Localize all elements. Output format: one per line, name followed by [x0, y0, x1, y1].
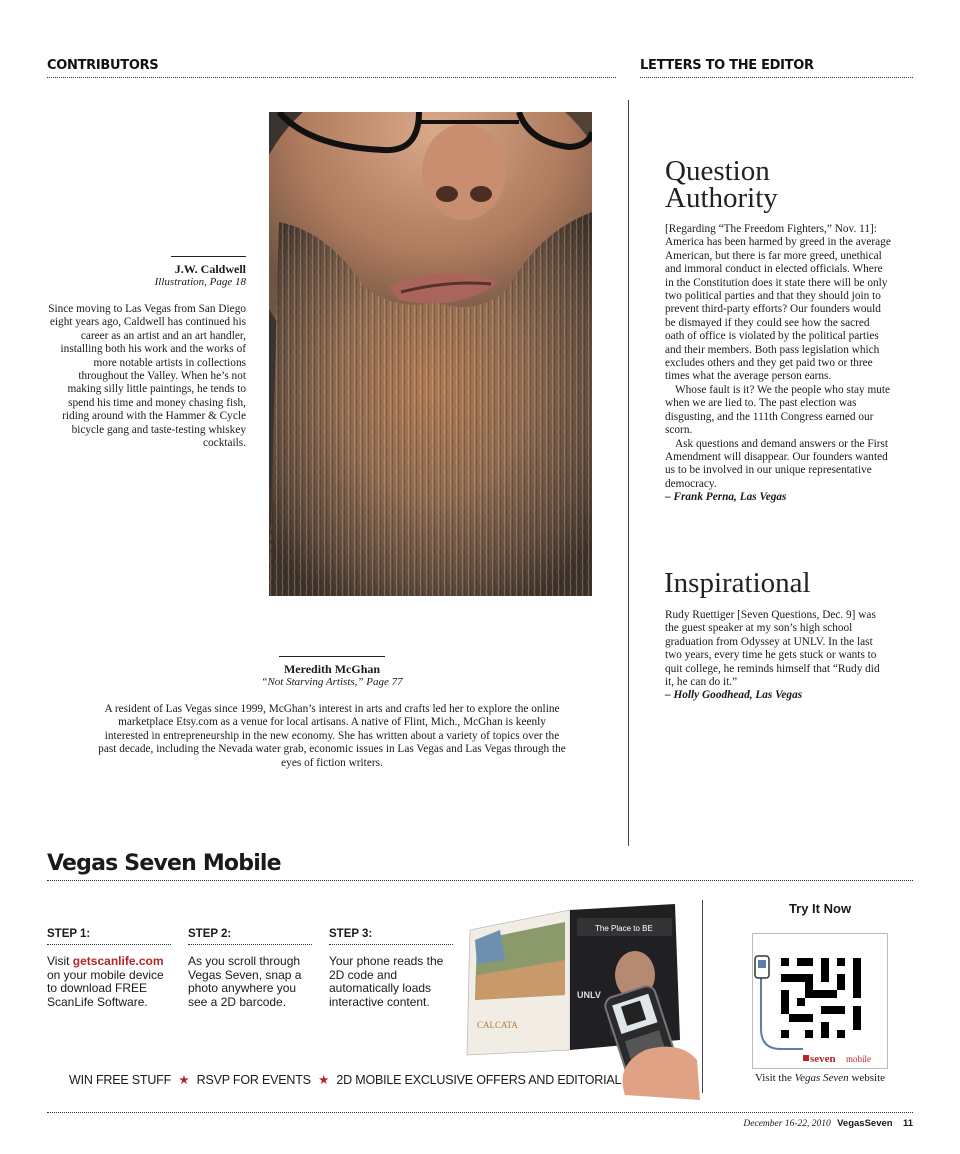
- step-2-label: STEP 2:: [188, 928, 232, 940]
- contributor-portrait-photo: [269, 112, 592, 596]
- contributors-rule: [47, 77, 616, 78]
- try-it-caption: [740, 1072, 900, 1084]
- letters-heading: LETTERS TO THE EDITOR: [640, 58, 814, 73]
- caldwell-name: J.W. Caldwell: [174, 262, 246, 276]
- magazine-image: [465, 900, 700, 1100]
- step-1-label: STEP 1:: [47, 928, 91, 940]
- letter1-body: [665, 223, 891, 505]
- star-icon: ★: [178, 1073, 190, 1087]
- column-divider: [628, 100, 629, 846]
- footer-date: December 16-22, 2010: [743, 1119, 831, 1129]
- contributors-heading: CONTRIBUTORS: [47, 58, 159, 73]
- letter1-title-line2: Authority: [665, 182, 778, 214]
- letter1-title: [665, 155, 778, 214]
- promo-item-win: WIN FREE STUFF: [69, 1073, 172, 1087]
- step-1-text-before: Visit: [47, 954, 73, 968]
- step-2-rule: [188, 944, 312, 945]
- magazine-phone-illustration: [465, 900, 700, 1100]
- caldwell-rule: [171, 256, 246, 257]
- mobile-section-title: Vegas Seven Mobile: [47, 851, 281, 876]
- qr-code-icon: [753, 934, 887, 1068]
- letter2-signature: – Holly Goodhead, Las Vegas: [665, 689, 803, 702]
- promo-item-offers: 2D MOBILE EXCLUSIVE OFFERS AND EDITORIAL: [336, 1073, 622, 1087]
- mcghan-credit: “Not Starving Artists,” Page 77: [261, 676, 403, 688]
- step-1-text: [47, 955, 171, 1009]
- qr-brand: seven: [810, 1053, 836, 1065]
- letter1-paragraph: Ask questions and demand answers or the First Amendment will disappear. Our founders wanted us to be involved in our unique representative democracy.: [665, 437, 889, 490]
- caldwell-credit: Illustration, Page 18: [154, 276, 246, 288]
- step-1: [47, 928, 171, 1009]
- try-it-caption-after: website: [848, 1072, 886, 1084]
- try-it-divider: [702, 900, 703, 1093]
- mcghan-rule: [279, 656, 385, 657]
- qr-code-box[interactable]: [752, 933, 888, 1069]
- step-3-text: Your phone reads the 2D code and automatically loads interactive content.: [329, 954, 444, 1009]
- try-it-caption-before: Visit the: [754, 1072, 795, 1084]
- letters-rule: [640, 77, 913, 78]
- letter1-paragraph: Whose fault is it? We the people who stay mute when we are lied to. The past election was disgusting, and the 111th Congress earned our scorn.: [665, 383, 891, 437]
- footer-rule: [47, 1112, 913, 1113]
- letter2-body: [665, 609, 891, 703]
- page-footer: [743, 1118, 913, 1129]
- caldwell-bio: Since moving to Las Vegas from San Diego eight years ago, Caldwell has continued his career as an artist and an art handler, installing both his work and the works of more notable artists in collections throughout the Valley. When he’s not making silly little paintings, he tends to spend his time and money chasing fish, riding around with the Hammer & Cycle bicycle gang and taste-testing whiskey cocktails.: [48, 303, 246, 450]
- letter1-title-line1: Question: [665, 155, 770, 187]
- step-3-rule: [329, 944, 453, 945]
- page-number: 11: [902, 1118, 913, 1129]
- step-3-label: STEP 3:: [329, 928, 373, 940]
- step-3: [329, 928, 453, 1009]
- step-1-rule: [47, 944, 171, 945]
- footer-brand: VegasSeven: [837, 1118, 893, 1129]
- magazine-ad-text: CALCATA: [477, 1020, 518, 1030]
- mcghan-bio: A resident of Las Vegas since 1999, McGhan’s interest in arts and crafts led her to explore the online marketplace Etsy.com as a venue for local artisans. A native of Flint, Mich., McGhan is keenly interested in entrepreneurship in the new economy. She has written about a variety of topics over the past decade, including the Nevada water grab, economic issues in Las Vegas and Las Vegas through the eyes of fiction writers.: [98, 703, 566, 769]
- promo-item-rsvp: RSVP FOR EVENTS: [196, 1073, 311, 1087]
- bearded-face-photo: [269, 112, 592, 596]
- letter1-paragraph: [Regarding “The Freedom Fighters,” Nov. 11]: America has been harmed by greed in the average American, but there is far more greed, unethical and immoral conduct in elected officials. Where in the Constitution does it state there will be only two political parties and that they should join to prevent third-party efforts? Our founders would be dismayed if they could see how the sacred oath of office is violated by the political parties and their members. Both pass legislation which excludes others and they get paid two or three times what the average person earns.: [665, 223, 891, 383]
- step-2: [188, 928, 312, 1009]
- magazine-headline: The Place to BE: [595, 924, 653, 933]
- star-icon: ★: [318, 1073, 330, 1087]
- promo-strip: [69, 1072, 621, 1087]
- mobile-section-rule: [47, 880, 913, 881]
- try-it-caption-italic[interactable]: Vegas Seven: [794, 1072, 849, 1084]
- try-it-title: Try It Now: [788, 901, 852, 916]
- mcghan-name: Meredith McGhan: [283, 662, 381, 676]
- step-1-text-after: on your mobile device to download FREE ScanLife Software.: [47, 967, 164, 1009]
- letter2-paragraph: Rudy Ruettiger [Seven Questions, Dec. 9] was the guest speaker at my son’s high school graduation from Odyssey at UNLV. In the last two years, every time he gets stuck or wants to quit college, he reminds himself that “Rudy did it, he can do it.”: [665, 609, 880, 689]
- magazine-logo: UNLV: [577, 990, 601, 1000]
- step-2-text: As you scroll through Vegas Seven, snap a photo anywhere you see a 2D barcode.: [188, 954, 302, 1009]
- letter2-title: Inspirational: [664, 567, 811, 599]
- qr-brand-suffix: mobile: [846, 1054, 871, 1064]
- getscanlife-link[interactable]: getscanlife.com: [72, 954, 164, 968]
- letter1-signature: – Frank Perna, Las Vegas: [665, 491, 787, 504]
